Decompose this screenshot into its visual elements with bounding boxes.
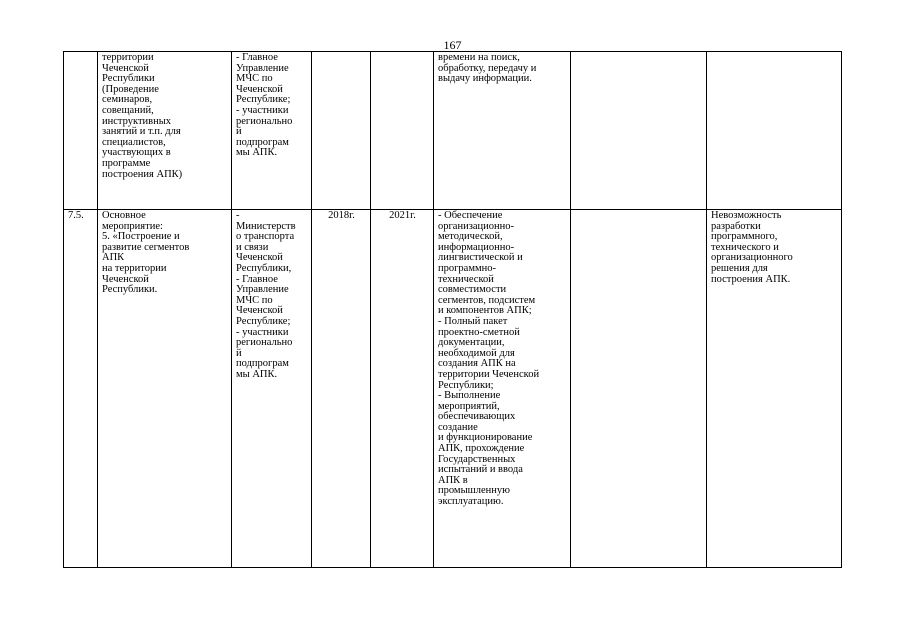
cell-text-line: и связи — [236, 241, 269, 253]
cell-start-year — [312, 210, 371, 568]
cell-text-line: документации, — [438, 337, 505, 349]
cell-text-line: подпрограм — [236, 136, 289, 148]
cell-text-line: Республики — [102, 73, 155, 85]
cell-text-line: совещаний, — [102, 104, 154, 116]
cell-text-line: - — [236, 210, 240, 221]
cell-text-line: - участники — [236, 104, 289, 116]
cell-event — [98, 210, 232, 568]
cell-text-line: информационно- — [438, 241, 515, 253]
cell-text-line: проектно-сметной — [438, 326, 520, 338]
cell-text-line: технической — [438, 273, 494, 285]
cell-text-line: - Полный пакет — [438, 315, 508, 327]
cell-text: 7.5. — [68, 210, 84, 221]
table-row — [64, 210, 842, 568]
cell-text-line: времени на поиск, — [438, 52, 520, 63]
cell-text-line: МЧС по — [236, 294, 273, 306]
cell-text-line: создания АПК на — [438, 358, 516, 370]
cell-text-line: АПК, прохождение — [438, 443, 525, 455]
cell-end-year — [371, 210, 434, 568]
cell-text-line: Республики; — [438, 379, 494, 391]
cell-consequences — [707, 52, 842, 210]
cell-text-line: Чеченской — [236, 83, 283, 95]
cell-text-line: программного, — [711, 231, 778, 243]
cell-executors — [232, 52, 312, 210]
cell-text-line: Республике; — [236, 315, 291, 327]
cell-text-line: необходимой для — [438, 347, 515, 359]
cell-text-line: мы АПК. — [236, 368, 278, 380]
cell-text-line: 5. «Построение и — [102, 231, 180, 243]
program-table — [63, 51, 842, 568]
cell-text-line: развитие сегментов — [102, 241, 190, 253]
cell-text-line: Республике; — [236, 94, 291, 106]
cell-text-line: построения АПК. — [711, 273, 791, 285]
cell-expected-result — [434, 52, 571, 210]
cell-text-line: совместимости — [438, 284, 507, 296]
cell-text-line: Республики. — [102, 284, 158, 296]
page-number: 167 — [443, 38, 462, 52]
cell-text-line: занятий и т.п. для — [102, 126, 181, 138]
cell-text-line: - Главное — [236, 52, 278, 63]
cell-text-line: МЧС по — [236, 73, 273, 85]
cell-executors — [232, 210, 312, 568]
cell-text-line: Чеченской — [236, 252, 283, 264]
cell-text-line: лингвистической и — [438, 252, 523, 264]
cell-text-line: мероприятие: — [102, 220, 163, 232]
cell-text-line: регионально — [236, 115, 293, 127]
cell-text-line: АПК в — [438, 474, 468, 486]
cell-text-line: обработку, передачу и — [438, 62, 537, 74]
cell-text-line: семинаров, — [102, 94, 153, 106]
cell-text-line: Чеченской — [102, 62, 149, 74]
table-row — [64, 52, 842, 210]
cell-text-line: Чеченской — [236, 305, 283, 317]
cell-text-line: участвующих в — [102, 147, 171, 159]
cell-text-line: территории Чеченской — [438, 368, 540, 380]
cell-text: 2018г. — [328, 210, 355, 221]
cell-text-line: программно- — [438, 262, 496, 274]
cell-text-line: выдачу информации. — [438, 73, 532, 85]
cell-text-line: специалистов, — [102, 136, 166, 148]
cell-text-line: Чеченской — [102, 273, 149, 285]
cell-text-line: обеспечивающих — [438, 411, 516, 423]
cell-text-line: промышленную — [438, 485, 510, 497]
cell-expected-result — [434, 210, 571, 568]
cell-text-line: организационного — [711, 252, 793, 264]
cell-text-line: территории — [102, 52, 154, 63]
cell-text-line: - Выполнение — [438, 390, 501, 402]
cell-text-line: Государственных — [438, 453, 516, 465]
cell-text-line: программе — [102, 157, 151, 169]
cell-text-line: решения для — [711, 262, 768, 274]
cell-empty — [571, 210, 707, 568]
cell-text-line: создание — [438, 421, 478, 433]
cell-text-line: - Главное — [236, 273, 278, 285]
cell-text-line: эксплуатацию. — [438, 496, 504, 508]
cell-text-line: й — [236, 347, 242, 359]
cell-text-line: Управление — [236, 62, 289, 74]
cell-text-line: на территории — [102, 262, 167, 274]
cell-text-line: Республики, — [236, 262, 292, 274]
cell-text-line: и функционирование — [438, 432, 533, 444]
cell-text-line: технического и — [711, 241, 779, 253]
cell-text-line: АПК — [102, 252, 125, 264]
cell-text-line: построения АПК) — [102, 168, 183, 180]
cell-text-line: организационно- — [438, 220, 514, 232]
cell-text-line: инструктивных — [102, 115, 172, 127]
cell-text-line: подпрограм — [236, 358, 289, 370]
cell-text-line: Основное — [102, 210, 146, 221]
cell-text-line: и компонентов АПК; — [438, 305, 532, 317]
cell-text-line: регионально — [236, 337, 293, 349]
cell-text-line: о транспорта — [236, 231, 295, 243]
cell-text-line: методической, — [438, 231, 503, 243]
cell-text-line: Управление — [236, 284, 289, 296]
cell-text-line: разработки — [711, 220, 761, 232]
cell-text-line: й — [236, 126, 242, 138]
cell-text-line: - Обеспечение — [438, 210, 503, 221]
cell-event — [98, 52, 232, 210]
cell-end-year — [371, 52, 434, 210]
cell-text-line: (Проведение — [102, 83, 159, 95]
cell-text-line: сегментов, подсистем — [438, 294, 536, 306]
cell-text-line: - участники — [236, 326, 289, 338]
cell-text-line: Министерств — [236, 220, 296, 232]
cell-text: 2021г. — [389, 210, 416, 221]
cell-consequences — [707, 210, 842, 568]
cell-empty — [571, 52, 707, 210]
cell-start-year — [312, 52, 371, 210]
cell-text-line: мы АПК. — [236, 147, 278, 159]
table-body — [64, 52, 842, 568]
cell-text-line: мероприятий, — [438, 400, 500, 412]
cell-number — [64, 52, 98, 210]
cell-text-line: испытаний и ввода — [438, 464, 523, 476]
cell-text-line: Невозможность — [711, 210, 782, 221]
cell-number — [64, 210, 98, 568]
